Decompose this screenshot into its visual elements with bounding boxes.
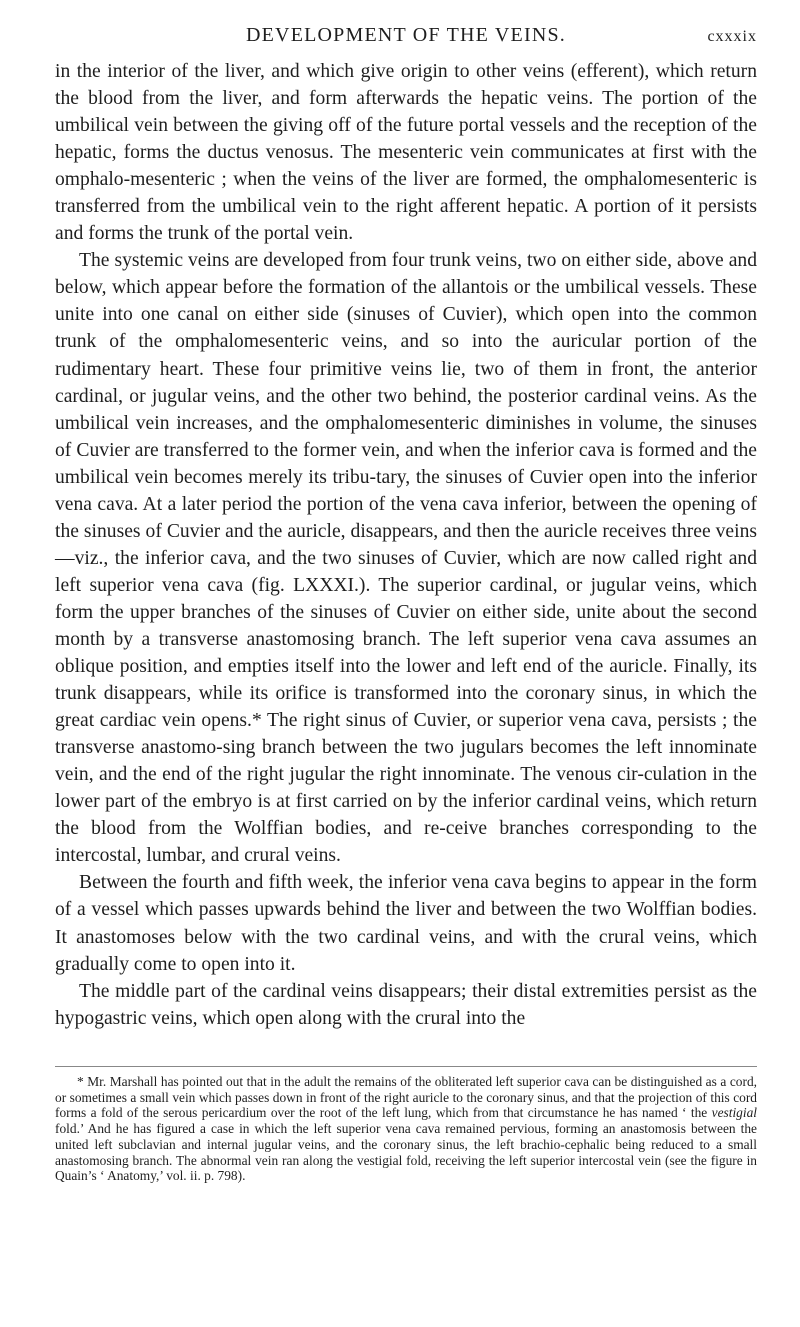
page-number: cxxxix (707, 28, 757, 45)
paragraph-3: Between the fourth and fifth week, the inferior vena cava begins to appear in the form of a vessel which passes upwards behind the liver and between the two Wolffian bodies. It anastomoses below with the two cardinal veins, and with the crural veins, which gradually come to open into it. (55, 872, 757, 975)
footnote (55, 1074, 757, 1184)
footnote-italic-term: vestigial (711, 1105, 757, 1121)
running-title: DEVELOPMENT OF THE VEINS. (245, 24, 566, 46)
footnote-divider (55, 1066, 757, 1067)
paragraph-1: in the interior of the liver, and which give origin to other veins (efferent), which return the blood from the liver, and form afterwards the hepatic veins. The portion of the umbilical vein between the giving off of the future portal vessels and the reception of the hepatic, forms the ductus venosus. The mesenteric vein communicates at first with the omphalo-mesenteric ; when the veins of the liver are formed, the omphalomesenteric is transferred from the umbilical vein to the right afferent hepatic. A portion of it persists and forms the trunk of the portal vein. (55, 61, 757, 245)
paragraph-2: The systemic veins are developed from four trunk veins, two on either side, above and below, which appear before the formation of the allantois or the umbilical vessels. These unite into one canal on either side (sinuses of Cuvier), which open into the common trunk of the omphalomesenteric veins, and so into the auricular portion of the rudimentary heart. These four primitive veins lie, two of them in front, the anterior cardinal, or jugular veins, and the other two behind, the posterior cardinal veins. As the umbilical vein increases, and the omphalomesenteric diminishes in volume, the sinuses of Cuvier are transferred to the former vein, and when the inferior cava is formed and the umbilical vein becomes merely its tribu-tary, the sinuses of Cuvier open into the inferior vena cava. At a later period the portion of the vena cava inferior, between the opening of the sinuses of Cuvier and the auricle, disappears, and then the auricle receives three veins—viz., the inferior cava, and the two sinuses of Cuvier, which are now called right and left superior vena cava (fig. LXXXI.). The superior cardinal, or jugular veins, which form the upper branches of the sinuses of Cuvier on either side, unite about the second month by a transverse anastomosing branch. The left superior vena cava assumes an oblique position, and empties itself into the lower and left end of the auricle. Finally, its trunk disappears, while its orifice is transformed into the coronary sinus, in which the great cardiac vein opens.* The right sinus of Cuvier, or superior vena cava, persists ; the transverse anastomo-sing branch between the two jugulars becomes the left innominate vein, and the end of the right jugular the right innominate. The venous cir-culation in the lower part of the embryo is at first carried on by the inferior cardinal veins, which return the blood from the Wolffian bodies, and re-ceive branches corresponding to the intercostal, lumbar, and crural veins. (55, 250, 757, 867)
footnote-paragraph (55, 1074, 757, 1184)
footnote-text-start: * Mr. Marshall has pointed out that in the adult the remains of the obliterated left superior cava can be distinguished as a cord, or sometimes a small vein which passes down in front of the right auricle to the coronary sinus, and that the projection of this cord forms a fold of the serous pericardium over the root of the left lung, which from that circumstance he has named ‘ the (55, 1074, 757, 1121)
paragraph-4: The middle part of the cardinal veins disappears; their distal extremities persist as the hypogastric veins, which open along with the crural into the (55, 980, 757, 1029)
running-head (55, 20, 757, 50)
footnote-text-end: fold.’ And he has figured a case in which the left superior vena cava remained pervious, forming an anastomosis between the united left subclavian and internal jugular veins, and the coronary sinus, the left brachio-cephalic being reduced to a small anastomosing branch. The abnormal vein ran along the vestigial fold, receiving the left superior intercostal vein (see the figure in Quain’s ‘ Anatomy,’ vol. ii. p. 798). (55, 1121, 757, 1184)
body-text (55, 58, 757, 1032)
